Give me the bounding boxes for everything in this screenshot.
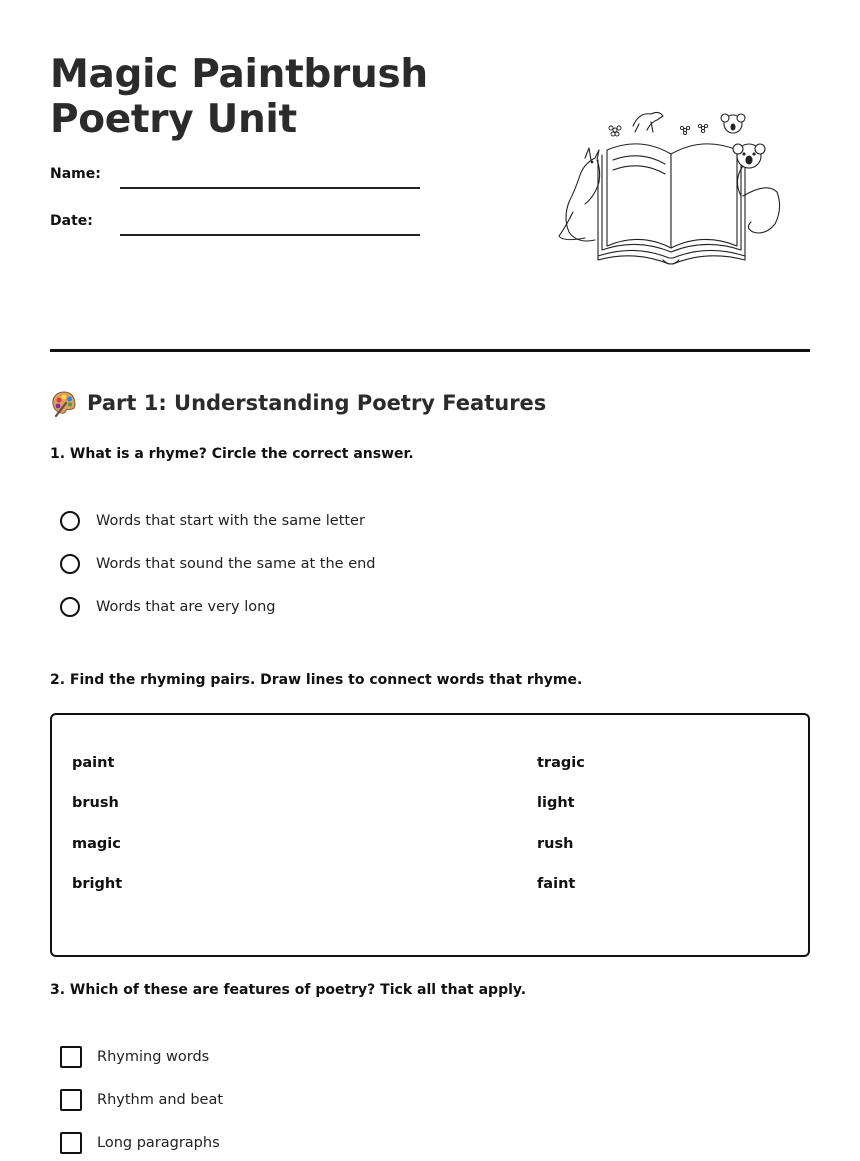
q1-option-1[interactable] [60,511,365,531]
title-line-2: Poetry Unit [50,97,297,142]
date-label: Date: [50,213,93,229]
q3-option-1-label: Rhyming words [97,1049,210,1065]
title-line-1: Magic Paintbrush [50,52,428,97]
right-word[interactable]: faint [537,876,576,892]
name-label: Name: [50,166,101,182]
question-2: 2. Find the rhyming pairs. Draw lines to connect words that rhyme. [50,672,583,688]
page-title [50,52,428,142]
left-word[interactable]: magic [72,836,121,852]
right-word[interactable]: tragic [537,755,585,771]
checkbox[interactable] [60,1132,82,1154]
q3-option-2-label: Rhythm and beat [97,1092,224,1108]
rhyme-matching-box[interactable] [50,713,810,957]
right-word[interactable]: rush [537,836,574,852]
question-3: 3. Which of these are features of poetry? Tick all that apply. [50,982,527,998]
name-field[interactable] [120,187,420,189]
left-word[interactable]: brush [72,795,119,811]
part1-heading [50,389,546,417]
q1-option-2-label: Words that sound the same at the end [96,556,376,572]
date-field[interactable] [120,234,420,236]
checkbox[interactable] [60,1046,82,1068]
q1-option-3[interactable] [60,597,276,617]
checkbox[interactable] [60,1089,82,1111]
q1-option-3-label: Words that are very long [96,599,276,615]
question-1: 1. What is a rhyme? Circle the correct answer. [50,446,414,462]
radio-circle[interactable] [60,511,80,531]
artist-palette-icon [50,389,78,417]
q1-option-2[interactable] [60,554,376,574]
q3-option-1[interactable] [60,1046,209,1068]
left-word[interactable]: paint [72,755,115,771]
q3-option-3-label: Long paragraphs [97,1135,220,1151]
left-word[interactable]: bright [72,876,123,892]
part1-heading-text: Part 1: Understanding Poetry Features [87,391,547,415]
q1-option-1-label: Words that start with the same letter [96,513,365,529]
radio-circle[interactable] [60,597,80,617]
q3-option-2[interactable] [60,1089,223,1111]
right-word[interactable]: light [537,795,575,811]
radio-circle[interactable] [60,554,80,574]
book-with-animals-illustration [555,100,785,270]
section-divider [50,349,810,352]
q3-option-3[interactable] [60,1132,220,1154]
